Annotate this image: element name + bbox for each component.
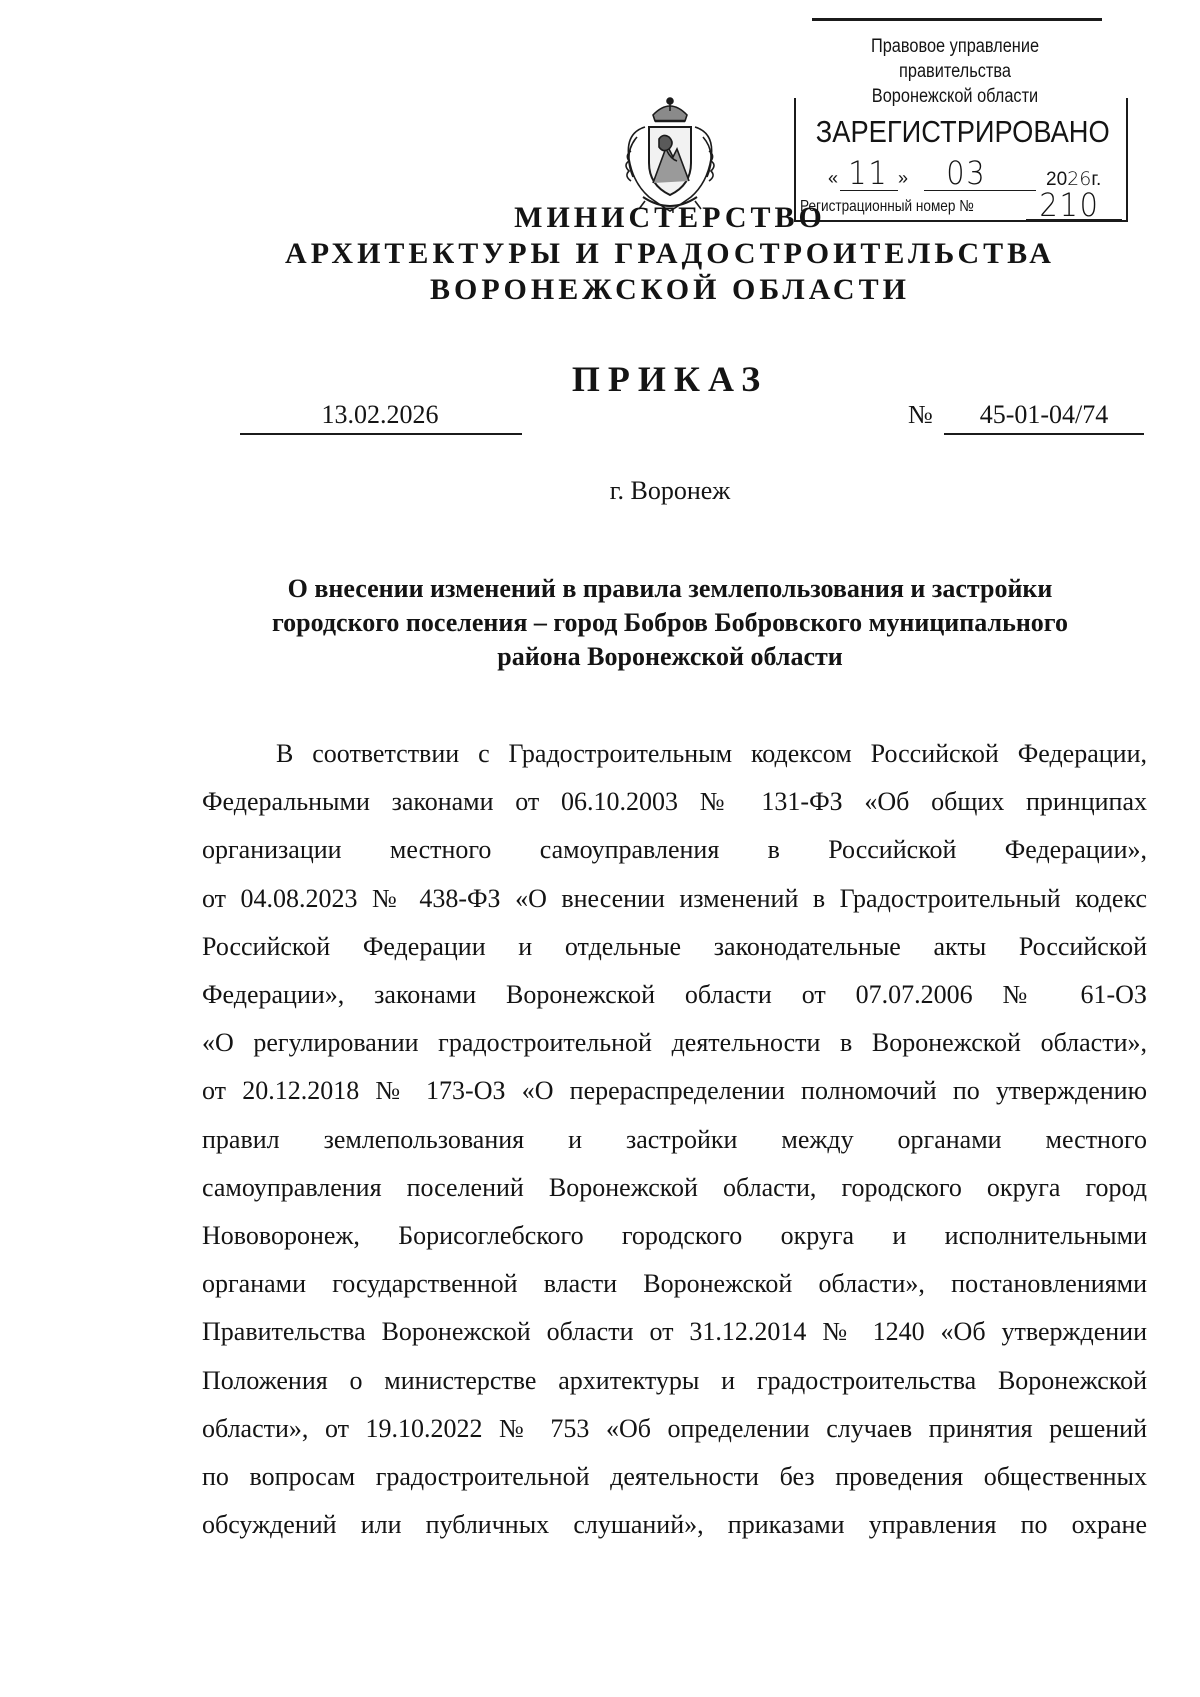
stamp-organization-line2: Воронежской области [871, 86, 1039, 107]
body-line: самоуправления поселений Воронежской области, городского округа город [202, 1172, 1147, 1202]
ministry-heading [0, 200, 1200, 308]
order-number: 45-01-04/74 [979, 400, 1109, 429]
document-type: ПРИКАЗ [571, 359, 769, 399]
body-line: организации местного самоуправления в Российской Федерации», [202, 835, 1147, 865]
order-title-line1: О внесении изменений в правила землепользования и застройки [287, 574, 1053, 603]
body-line: от 04.08.2023 № 438-ФЗ «О внесении изменений в Градостроительный кодекс [202, 883, 1147, 913]
body-line: Положения о министерстве архитектуры и градостроительства Воронежской [202, 1365, 1147, 1395]
order-title-line3: района Воронежской области [497, 642, 843, 671]
stamp-day-underline [840, 190, 898, 191]
order-body [202, 730, 1147, 1549]
stamp-status: ЗАРЕГИСТРИРОВАНО [815, 114, 1110, 149]
stamp-month: 03 [946, 154, 987, 192]
ministry-line3: ВОРОНЕЖСКОЙ ОБЛАСТИ [430, 273, 910, 306]
stamp-year-suffix: г. [1091, 169, 1102, 190]
body-line: Правительства Воронежской области от 31.12.2014 № 1240 «Об утверждении [202, 1317, 1147, 1347]
coat-of-arms-icon [615, 93, 725, 215]
stamp-year-prefix: 20 [1046, 169, 1068, 190]
registration-stamp [790, 16, 1135, 228]
stamp-top-line [812, 18, 1102, 21]
body-line: «О регулировании градостроительной деятельности в Воронежской области», [202, 1028, 1147, 1058]
stamp-quote-open: « [828, 168, 839, 188]
stamp-day: 11 [848, 154, 889, 192]
stamp-year-handwritten: 26 [1067, 168, 1092, 190]
body-line: Российской Федерации и отдельные законодательные акты Российской [202, 931, 1147, 961]
body-line: по вопросам градостроительной деятельности без проведения общественных [202, 1462, 1147, 1492]
body-line: обсуждений или публичных слушаний», приказами управления по охране [202, 1510, 1147, 1540]
order-date: 13.02.2026 [321, 400, 439, 429]
order-title [220, 572, 1120, 674]
stamp-reg-number-label: Регистрационный номер № [800, 198, 974, 215]
city: г. Воронеж [609, 476, 731, 505]
body-line: области», от 19.10.2022 № 753 «Об определении случаев принятия решений [202, 1413, 1147, 1443]
order-number-label: № [908, 400, 933, 429]
ministry-line1: МИНИСТЕРСТВО [514, 201, 826, 234]
body-line: Нововоронеж, Борисоглебского городского округа и исполнительными [202, 1221, 1147, 1251]
body-line: правил землепользования и застройки между органами местного [202, 1124, 1147, 1154]
stamp-quote-close: » [898, 168, 909, 188]
order-date-underline [240, 433, 522, 435]
body-line: Федеральными законами от 06.10.2003 № 131-ФЗ «Об общих принципах [202, 787, 1147, 817]
body-line: органами государственной власти Воронежской области», постановлениями [202, 1269, 1147, 1299]
stamp-reg-number-value: 210 [1039, 186, 1100, 224]
ministry-line2: АРХИТЕКТУРЫ И ГРАДОСТРОИТЕЛЬСТВА [285, 237, 1055, 270]
body-line: от 20.12.2018 № 173-ОЗ «О перераспределении полномочий по утверждению [202, 1076, 1147, 1106]
stamp-organization-line1: Правовое управление правительства [870, 36, 1040, 82]
order-number-underline [944, 433, 1144, 435]
stamp-month-underline [924, 190, 1036, 191]
body-line: Федерации», законами Воронежской области от 07.07.2006 № 61-ОЗ [202, 980, 1147, 1010]
body-line: В соответствии с Градостроительным кодексом Российской Федерации, [276, 739, 1147, 768]
order-title-line2: городского поселения – город Бобров Бобровского муниципального [272, 608, 1068, 637]
